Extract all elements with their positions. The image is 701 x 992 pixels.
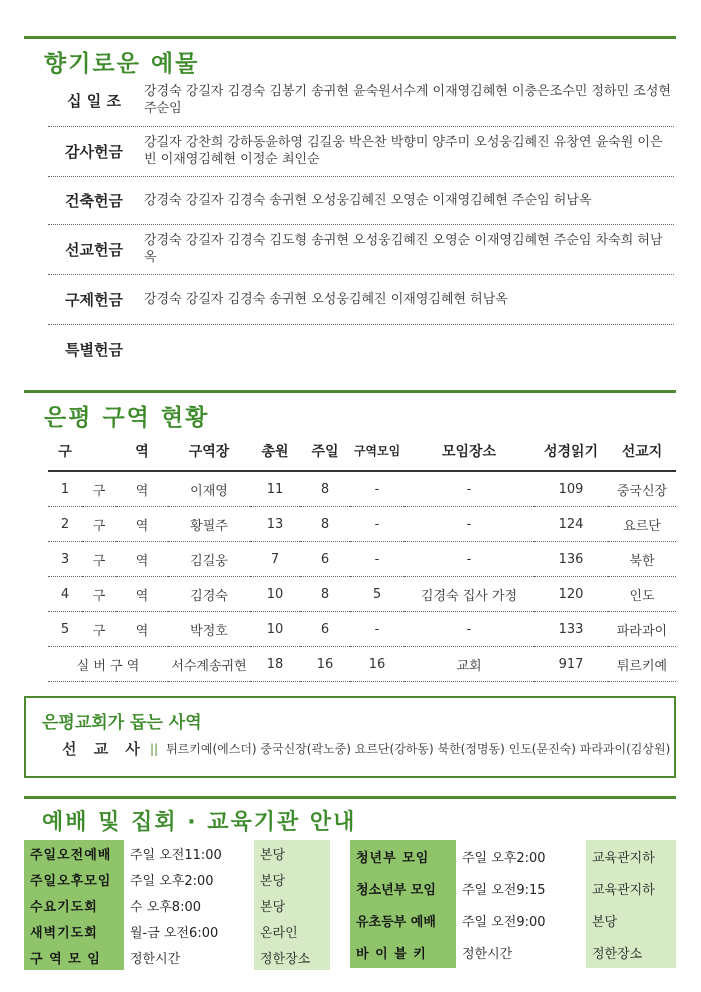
cell-mission-field: 튀르키예: [608, 647, 676, 682]
schedule-place: 본당: [254, 866, 330, 892]
cell-meeting: -: [350, 612, 404, 647]
schedule-time: 수 오후8:00: [124, 892, 254, 918]
offering-names: 강경숙 강길자 김경숙 김봉기 송귀현 윤숙원서수계 이재영김혜현 이충은조수민 정하민 조성현 주순임: [144, 84, 671, 116]
missions-label: 선 교 사: [62, 740, 146, 758]
offering-row-building: [48, 176, 674, 225]
schedule-time: 정한시간: [456, 936, 586, 968]
worship-schedule-left: [24, 840, 330, 970]
worship-schedule-right: [350, 840, 676, 968]
header-place: 모임장소: [404, 432, 534, 471]
offering-names: 강경숙 강길자 김경숙 김도형 송귀현 오성웅김혜진 오영순 이재영김혜현 주순임 차숙희 허남옥: [144, 233, 663, 265]
cell-sunday: 16: [300, 647, 350, 682]
cell-bible: 124: [534, 507, 608, 542]
cell-gu: 구: [82, 471, 116, 507]
schedule-place: 정한장소: [254, 944, 330, 970]
schedule-row: [350, 840, 676, 872]
districts-section-header: [24, 390, 676, 432]
schedule-place: 본당: [586, 904, 676, 936]
schedule-place: 온라인: [254, 918, 330, 944]
schedule-time: 주일 오전9:00: [456, 904, 586, 936]
schedule-time: 주일 오전9:15: [456, 872, 586, 904]
cell-place: -: [404, 542, 534, 577]
schedule-row: [350, 872, 676, 904]
schedule-time: 주일 오후2:00: [124, 866, 254, 892]
cell-mission-field: 중국신장: [608, 471, 676, 507]
cell-place: 교회: [404, 647, 534, 682]
offerings-title: 향기로운 예물: [44, 51, 200, 77]
cell-total: 13: [250, 507, 300, 542]
schedule-time: 월-금 오전6:00: [124, 918, 254, 944]
cell-meeting: -: [350, 471, 404, 507]
offering-names: 강경숙 강길자 김경숙 송귀현 오성웅김혜진 오영순 이재영김혜현 주순임 허남옥: [144, 192, 592, 208]
schedule-name: 청년부 모임: [350, 840, 456, 872]
cell-gu: 구: [82, 542, 116, 577]
cell-leader: 박정호: [168, 612, 250, 647]
cell-mission-field: 파라과이: [608, 612, 676, 647]
schedule-name: 구 역 모 임: [24, 944, 124, 970]
cell-sunday: 6: [300, 542, 350, 577]
cell-leader: 김경숙: [168, 577, 250, 612]
schedule-place: 본당: [254, 892, 330, 918]
cell-gu: 구: [82, 577, 116, 612]
cell-yeok: 역: [116, 507, 168, 542]
header-gu: 구: [48, 432, 82, 471]
table-row: [48, 507, 676, 542]
missions-title: 은평교회가 돕는 사역: [42, 713, 202, 733]
schedule-place: 교육관지하: [586, 872, 676, 904]
schedule-row: [350, 936, 676, 968]
cell-leader: 김길웅: [168, 542, 250, 577]
cell-mission-field: 북한: [608, 542, 676, 577]
cell-total: 7: [250, 542, 300, 577]
cell-num: 3: [48, 542, 82, 577]
offerings-section-header: [24, 36, 676, 78]
cell-place: 김경숙 집사 가정: [404, 577, 534, 612]
schedule-place: 정한장소: [586, 936, 676, 968]
offering-row-special: [48, 324, 674, 374]
schedule-name: 청소년부 모임: [350, 872, 456, 904]
cell-meeting: 16: [350, 647, 404, 682]
offering-label: 십 일 조: [67, 91, 121, 110]
cell-meeting: -: [350, 507, 404, 542]
cell-yeok: 역: [116, 471, 168, 507]
header-leader: 구역장: [168, 432, 250, 471]
cell-leader: 황필주: [168, 507, 250, 542]
schedule-time: 주일 오전11:00: [124, 840, 254, 866]
districts-table: [48, 432, 676, 682]
cell-total: 10: [250, 577, 300, 612]
cell-num: 1: [48, 471, 82, 507]
cell-silver-district: 실 버 구 역: [48, 647, 168, 682]
cell-bible: 109: [534, 471, 608, 507]
schedule-place: 본당: [254, 840, 330, 866]
offering-label: 선교헌금: [65, 240, 123, 259]
schedule-time: 주일 오후2:00: [456, 840, 586, 872]
table-row: [48, 612, 676, 647]
worship-title: 예배 및 집회 · 교육기관 안내: [42, 810, 357, 835]
header-sunday: 주일: [300, 432, 350, 471]
cell-num: 2: [48, 507, 82, 542]
cell-place: -: [404, 471, 534, 507]
schedule-place: 교육관지하: [586, 840, 676, 872]
missions-row: [62, 738, 670, 759]
header-total: 총원: [250, 432, 300, 471]
cell-meeting: -: [350, 542, 404, 577]
offering-row-relief: [48, 274, 674, 325]
missions-separator: ||: [150, 741, 159, 756]
table-row: [48, 647, 676, 682]
offering-row-mission: [48, 224, 674, 275]
cell-bible: 120: [534, 577, 608, 612]
cell-gu: 구: [82, 507, 116, 542]
offering-label: 건축헌금: [65, 191, 123, 210]
header-meeting: 구역모임: [350, 432, 404, 471]
missions-text: 튀르키예(에스더) 중국신장(곽노중) 요르단(강하동) 북한(정명동) 인도(문진숙) 파라과이(김상원): [166, 742, 671, 756]
table-row: [48, 542, 676, 577]
cell-yeok: 역: [116, 577, 168, 612]
offering-row-thanks: [48, 126, 674, 177]
schedule-row: [24, 892, 330, 918]
schedule-name: 주일오전예배: [24, 840, 124, 866]
cell-mission-field: 요르단: [608, 507, 676, 542]
table-row: [48, 471, 676, 507]
cell-total: 10: [250, 612, 300, 647]
schedule-row: [24, 840, 330, 866]
cell-sunday: 6: [300, 612, 350, 647]
cell-place: -: [404, 612, 534, 647]
offering-names: 강경숙 강길자 김경숙 송귀현 오성웅김혜진 이재영김혜현 허남옥: [144, 291, 508, 307]
cell-bible: 136: [534, 542, 608, 577]
cell-sunday: 8: [300, 577, 350, 612]
cell-total: 18: [250, 647, 300, 682]
cell-leader: 서수계송귀현: [168, 647, 250, 682]
schedule-name: 수요기도회: [24, 892, 124, 918]
schedule-row: [350, 904, 676, 936]
cell-sunday: 8: [300, 471, 350, 507]
districts-title: 은평 구역 현황: [44, 405, 210, 431]
cell-gu: 구: [82, 612, 116, 647]
cell-num: 4: [48, 577, 82, 612]
offering-label: 감사헌금: [65, 142, 123, 161]
cell-total: 11: [250, 471, 300, 507]
schedule-row: [24, 866, 330, 892]
cell-bible: 133: [534, 612, 608, 647]
cell-yeok: 역: [116, 542, 168, 577]
schedule-name: 새벽기도회: [24, 918, 124, 944]
cell-place: -: [404, 507, 534, 542]
offering-label: 구제헌금: [65, 290, 123, 309]
schedule-row: [24, 918, 330, 944]
cell-bible: 917: [534, 647, 608, 682]
cell-num: 5: [48, 612, 82, 647]
missions-box: [24, 696, 676, 778]
schedule-name: 유초등부 예배: [350, 904, 456, 936]
table-row: [48, 577, 676, 612]
offering-row-tithe: [48, 74, 674, 127]
cell-mission-field: 인도: [608, 577, 676, 612]
cell-yeok: 역: [116, 612, 168, 647]
schedule-time: 정한시간: [124, 944, 254, 970]
header-mission-field: 선교지: [608, 432, 676, 471]
schedule-name: 주일오후모임: [24, 866, 124, 892]
header-bible: 성경읽기: [534, 432, 608, 471]
offering-names: 강길자 강찬희 강하동윤하영 김길웅 박은찬 박향미 양주미 오성웅김혜진 유창연 윤숙원 이은빈 이재영김혜현 이정순 최인순: [144, 135, 663, 167]
table-header-row: [48, 432, 676, 471]
cell-sunday: 8: [300, 507, 350, 542]
offering-label: 특별헌금: [65, 340, 123, 359]
schedule-name: 바 이 블 키: [350, 936, 456, 968]
cell-meeting: 5: [350, 577, 404, 612]
cell-leader: 이재영: [168, 471, 250, 507]
header-yeok: 역: [116, 432, 168, 471]
worship-section-header: [24, 796, 676, 836]
schedule-row: [24, 944, 330, 970]
